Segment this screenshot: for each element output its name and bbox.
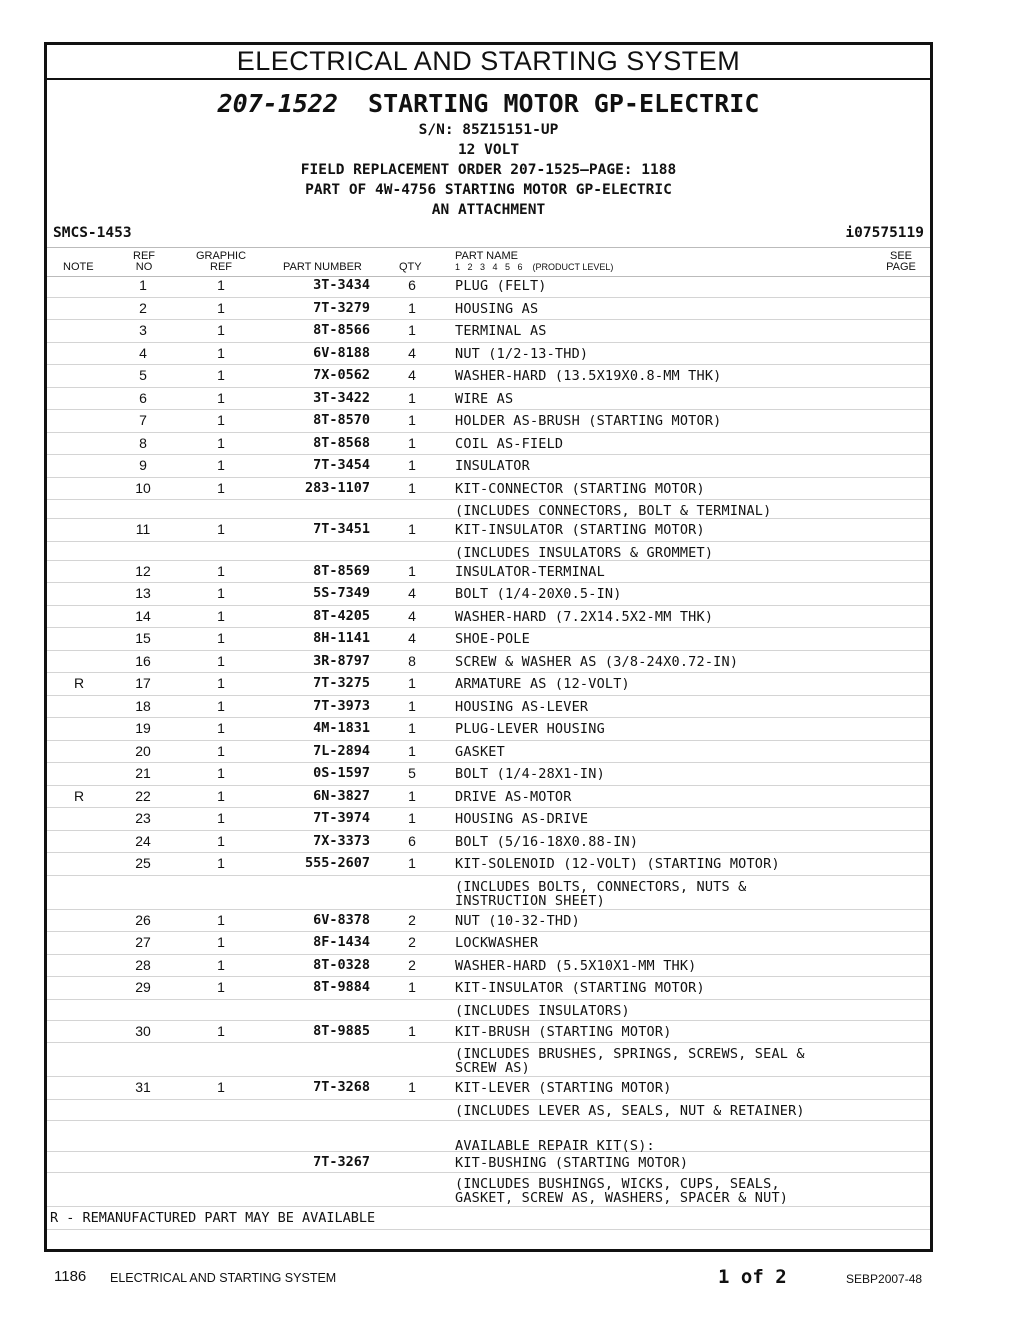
row-graphic-ref: 1 [217,1022,225,1039]
row-qty: 1 [408,412,416,428]
row-part-number: 7T-3973 [313,697,370,714]
row-ref-no: 9 [139,457,147,473]
row-graphic-ref: 1 [217,1079,225,1095]
row-part-number: 6V-8378 [313,911,370,928]
row-ref-no: 28 [135,956,151,973]
row-part-number: 7T-3268 [313,1079,370,1095]
row-part-number: 8T-9885 [313,1022,370,1039]
row-part-name: SCREW & WASHER AS (3/8-24X0.72-IN) [455,653,739,670]
table-row [47,1021,930,1044]
footnote: R - REMANUFACTURED PART MAY BE AVAILABLE [47,1207,930,1230]
row-ref-no: 22 [135,787,151,804]
table-row [47,786,930,809]
row-part-number: 7X-0562 [313,367,370,383]
row-part-number: 555-2607 [304,855,370,871]
row-graphic-ref: 1 [217,607,225,624]
row-ref-no: 10 [135,479,151,496]
table-row [47,1121,930,1152]
row-qty: 1 [408,457,416,473]
table-row [47,808,930,831]
row-ref-no: 29 [135,979,151,995]
row-graphic-ref: 1 [217,412,225,428]
row-part-number: 8T-8570 [313,412,370,428]
row-qty: 1 [408,697,416,714]
row-graphic-ref: 1 [217,832,225,849]
table-row [47,718,930,741]
row-graphic-ref: 1 [217,521,225,537]
row-part-name: KIT-SOLENOID (12-VOLT) (STARTING MOTOR) [455,856,780,872]
row-part-name: NUT (1/2-13-THD) [455,345,589,362]
table-row [47,1043,930,1077]
row-note: R [73,787,85,804]
page-footer [54,1266,930,1290]
row-graphic-ref: 1 [217,479,225,496]
col-product-level: 1 2 3 4 5 6 (PRODUCT LEVEL) [455,262,614,272]
row-part-name: (INCLUDES BUSHINGS, WICKS, CUPS, SEALS, GASKET, SCREW AS, WASHERS, SPACER & NUT) [455,1175,789,1206]
row-qty: 1 [408,389,416,406]
row-qty: 1 [408,979,416,995]
section-title: ELECTRICAL AND STARTING SYSTEM [47,45,930,80]
row-part-number: 7T-3275 [313,675,370,691]
row-ref-no: 13 [135,585,151,601]
row-part-name: INSULATOR [455,458,530,474]
row-part-number: 8H-1141 [313,630,370,646]
table-row [47,1000,930,1021]
row-ref-no: 21 [135,765,151,781]
group-title [47,88,930,120]
row-graphic-ref: 1 [217,742,225,759]
row-part-name: PLUG (FELT) [455,278,547,294]
table-row [47,561,930,584]
illustration-id: i07575119 [845,225,924,241]
table-row [47,763,930,786]
table-row [47,831,930,854]
row-qty: 2 [408,934,416,950]
table-row [47,696,930,719]
col-note: NOTE [63,261,94,273]
table-row [47,365,930,388]
row-qty: 6 [408,277,416,293]
row-part-number: 7T-3974 [313,810,370,826]
col-part-number: PART NUMBER [283,261,362,273]
row-ref-no: 11 [135,521,151,537]
row-part-number: 0S-1597 [313,765,370,781]
table-row [47,275,930,298]
row-ref-no: 24 [135,832,151,849]
row-graphic-ref: 1 [217,434,225,451]
row-part-name: (INCLUDES LEVER AS, SEALS, NUT & RETAINER) [455,1102,805,1119]
row-part-name: NUT (10-32-THD) [455,912,580,929]
group-name: STARTING MOTOR GP-ELECTRIC [368,89,760,118]
row-part-name: AVAILABLE REPAIR KIT(S): [455,1137,655,1154]
row-part-name: KIT-BRUSH (STARTING MOTOR) [455,1023,672,1040]
row-ref-no: 23 [135,810,151,826]
group-line-serial: S/N: 85Z15151-UP [418,122,559,138]
table-row [47,478,930,501]
smcs-code: SMCS-1453 [53,225,132,241]
row-graphic-ref: 1 [217,787,225,804]
row-ref-no: 6 [139,389,147,406]
row-qty: 1 [408,479,416,496]
row-part-number: 3R-8797 [313,652,370,669]
col-see-bottom: PAGE [886,261,916,273]
row-qty: 5 [408,765,416,781]
row-ref-no: 16 [135,652,151,669]
row-ref-no: 19 [135,720,151,736]
row-part-number: 283-1107 [304,479,370,496]
row-part-name: HOLDER AS-BRUSH (STARTING MOTOR) [455,413,722,429]
col-ref-bottom: NO [135,261,153,273]
column-headers [47,247,930,277]
row-part-number: 5S-7349 [313,585,370,601]
row-qty: 4 [408,585,416,601]
row-part-number: 7T-3451 [313,521,370,537]
row-qty: 8 [408,652,416,669]
row-qty: 1 [408,299,416,316]
row-part-number: 3T-3434 [313,277,370,293]
row-part-number: 7T-3279 [313,299,370,316]
row-part-name: DRIVE AS-MOTOR [455,788,572,805]
row-part-name: HOUSING AS [455,300,539,317]
row-graphic-ref: 1 [217,697,225,714]
row-part-name: KIT-CONNECTOR (STARTING MOTOR) [455,480,705,497]
row-ref-no: 25 [135,855,151,871]
row-qty: 1 [408,742,416,759]
row-graphic-ref: 1 [217,979,225,995]
row-ref-no: 18 [135,697,151,714]
row-part-name: (INCLUDES BOLTS, CONNECTORS, NUTS & INSTRUCTION SHEET) [455,878,747,909]
row-ref-no: 27 [135,934,151,950]
table-row [47,298,930,321]
row-graphic-ref: 1 [217,765,225,781]
table-row [47,433,930,456]
table-row [47,542,930,561]
row-graphic-ref: 1 [217,630,225,646]
row-ref-no: 31 [135,1079,151,1095]
row-graphic-ref: 1 [217,322,225,338]
row-part-number: 7X-3373 [313,832,370,849]
row-qty: 1 [408,322,416,338]
row-graphic-ref: 1 [217,675,225,691]
row-part-number: 6N-3827 [313,787,370,804]
row-part-name: ARMATURE AS (12-VOLT) [455,676,630,692]
row-part-name: INSULATOR-TERMINAL [455,563,605,580]
row-part-name: KIT-LEVER (STARTING MOTOR) [455,1080,672,1096]
row-note: R [73,675,85,691]
row-qty: 1 [408,720,416,736]
table-row [47,1100,930,1121]
footer-page-number: 1186 [54,1268,87,1285]
parts-table [47,275,930,1230]
row-part-name: (INCLUDES CONNECTORS, BOLT & TERMINAL) [455,503,772,519]
row-part-number: 8T-4205 [313,607,370,624]
table-row [47,388,930,411]
table-row [47,455,930,478]
row-part-number: 6V-8188 [313,344,370,361]
row-ref-no: 26 [135,911,151,928]
table-row [47,343,930,366]
row-part-name: BOLT (1/4-28X1-IN) [455,766,605,782]
row-ref-no: 2 [139,299,147,316]
row-part-name: HOUSING AS-LEVER [455,698,589,715]
row-ref-no: 15 [135,630,151,646]
group-line-field-order: FIELD REPLACEMENT ORDER 207-1525—PAGE: 1188 [300,162,677,178]
parts-page-frame [44,42,933,1252]
table-row [47,320,930,343]
row-qty: 4 [408,630,416,646]
row-graphic-ref: 1 [217,299,225,316]
table-row [47,606,930,629]
row-part-name: PLUG-LEVER HOUSING [455,721,605,737]
row-graphic-ref: 1 [217,389,225,406]
row-part-name: (INCLUDES INSULATORS) [455,1002,630,1019]
footer-doc-id: SEBP2007-48 [846,1272,923,1286]
row-part-name: KIT-BUSHING (STARTING MOTOR) [455,1154,689,1171]
table-row [47,583,930,606]
row-part-name: WASHER-HARD (7.2X14.5X2-MM THK) [455,608,714,625]
row-part-name: WASHER-HARD (13.5X19X0.8-MM THK) [455,368,722,384]
col-part-name: PART NAME [455,250,518,262]
row-ref-no: 8 [139,434,147,451]
row-part-number: 8F-1434 [313,934,370,950]
row-qty: 4 [408,607,416,624]
row-part-name: TERMINAL AS [455,323,547,339]
row-part-name: GASKET [455,743,505,760]
row-graphic-ref: 1 [217,652,225,669]
row-part-number: 3T-3422 [313,389,370,406]
footer-section: ELECTRICAL AND STARTING SYSTEM [110,1271,337,1285]
row-part-name: BOLT (5/16-18X0.88-IN) [455,833,639,850]
row-qty: 1 [408,675,416,691]
row-qty: 6 [408,832,416,849]
col-see-top: SEE [889,250,912,262]
footer-page-of: 1 of 2 [718,1266,787,1288]
row-qty: 1 [408,855,416,871]
table-row [47,651,930,674]
table-row [47,853,930,876]
row-graphic-ref: 1 [217,344,225,361]
row-qty: 1 [408,434,416,451]
row-part-name: SHOE-POLE [455,631,530,647]
row-qty: 2 [408,911,416,928]
row-qty: 1 [408,1079,416,1095]
row-graphic-ref: 1 [217,855,225,871]
row-graphic-ref: 1 [217,457,225,473]
table-row [47,410,930,433]
table-row [47,1152,930,1173]
smcs-row [53,225,924,245]
group-line-part-of: PART OF 4W-4756 STARTING MOTOR GP-ELECTRIC [305,182,672,198]
row-part-number: 8T-9884 [313,979,370,995]
row-graphic-ref: 1 [217,956,225,973]
row-qty: 4 [408,367,416,383]
group-number: 207-1522 [217,89,339,118]
row-graphic-ref: 1 [217,562,225,579]
row-ref-no: 4 [139,344,147,361]
table-row [47,628,930,651]
group-line-attachment: AN ATTACHMENT [431,202,546,218]
row-qty: 1 [408,787,416,804]
row-part-number: 8T-8568 [313,434,370,451]
row-part-name: (INCLUDES INSULATORS & GROMMET) [455,544,714,561]
table-row [47,673,930,696]
table-row [47,955,930,978]
col-graphic-top: GRAPHIC [195,250,247,262]
row-part-name: WASHER-HARD (5.5X10X1-MM THK) [455,957,697,974]
row-part-number: 7L-2894 [313,742,370,759]
col-graphic-bottom: REF [210,261,232,273]
row-graphic-ref: 1 [217,585,225,601]
row-part-number: 8T-0328 [313,956,370,973]
row-qty: 1 [408,562,416,579]
row-part-number: 7T-3454 [313,457,370,473]
row-part-name: WIRE AS [455,390,514,407]
row-part-name: (INCLUDES BRUSHES, SPRINGS, SCREWS, SEAL & SCREW AS) [455,1046,805,1076]
table-row [47,519,930,542]
row-ref-no: 30 [135,1022,151,1039]
row-qty: 1 [408,1022,416,1039]
table-row [47,977,930,1000]
row-part-number: 8T-8569 [313,562,370,579]
row-qty: 1 [408,521,416,537]
row-graphic-ref: 1 [217,277,225,293]
row-ref-no: 7 [139,412,147,428]
table-row [47,500,930,519]
row-ref-no: 12 [135,562,151,579]
row-ref-no: 14 [135,607,151,624]
row-qty: 2 [408,956,416,973]
table-row [47,1077,930,1100]
table-row [47,932,930,955]
group-header [47,88,930,220]
row-part-number: 4M-1831 [313,720,370,736]
table-row [47,876,930,910]
table-row [47,741,930,764]
row-ref-no: 3 [139,322,147,338]
row-graphic-ref: 1 [217,720,225,736]
row-qty: 1 [408,810,416,826]
row-graphic-ref: 1 [217,911,225,928]
row-ref-no: 17 [135,675,151,691]
group-line-voltage: 12 VOLT [457,142,520,158]
row-graphic-ref: 1 [217,367,225,383]
row-part-name: KIT-INSULATOR (STARTING MOTOR) [455,522,705,538]
row-part-name: LOCKWASHER [455,935,539,951]
row-part-number: 7T-3267 [313,1153,370,1170]
row-part-name: BOLT (1/4-20X0.5-IN) [455,586,622,602]
row-part-name: COIL AS-FIELD [455,435,564,452]
table-row [47,1173,930,1207]
row-graphic-ref: 1 [217,810,225,826]
row-ref-no: 5 [139,367,147,383]
row-part-name: HOUSING AS-DRIVE [455,811,589,827]
table-row [47,910,930,933]
col-ref-top: REF [133,250,155,262]
row-part-number: 8T-8566 [313,322,370,338]
row-qty: 4 [408,344,416,361]
row-part-name: KIT-INSULATOR (STARTING MOTOR) [455,980,705,996]
row-ref-no: 20 [135,742,151,759]
row-graphic-ref: 1 [217,934,225,950]
row-ref-no: 1 [139,277,147,293]
col-qty: QTY [399,261,422,273]
